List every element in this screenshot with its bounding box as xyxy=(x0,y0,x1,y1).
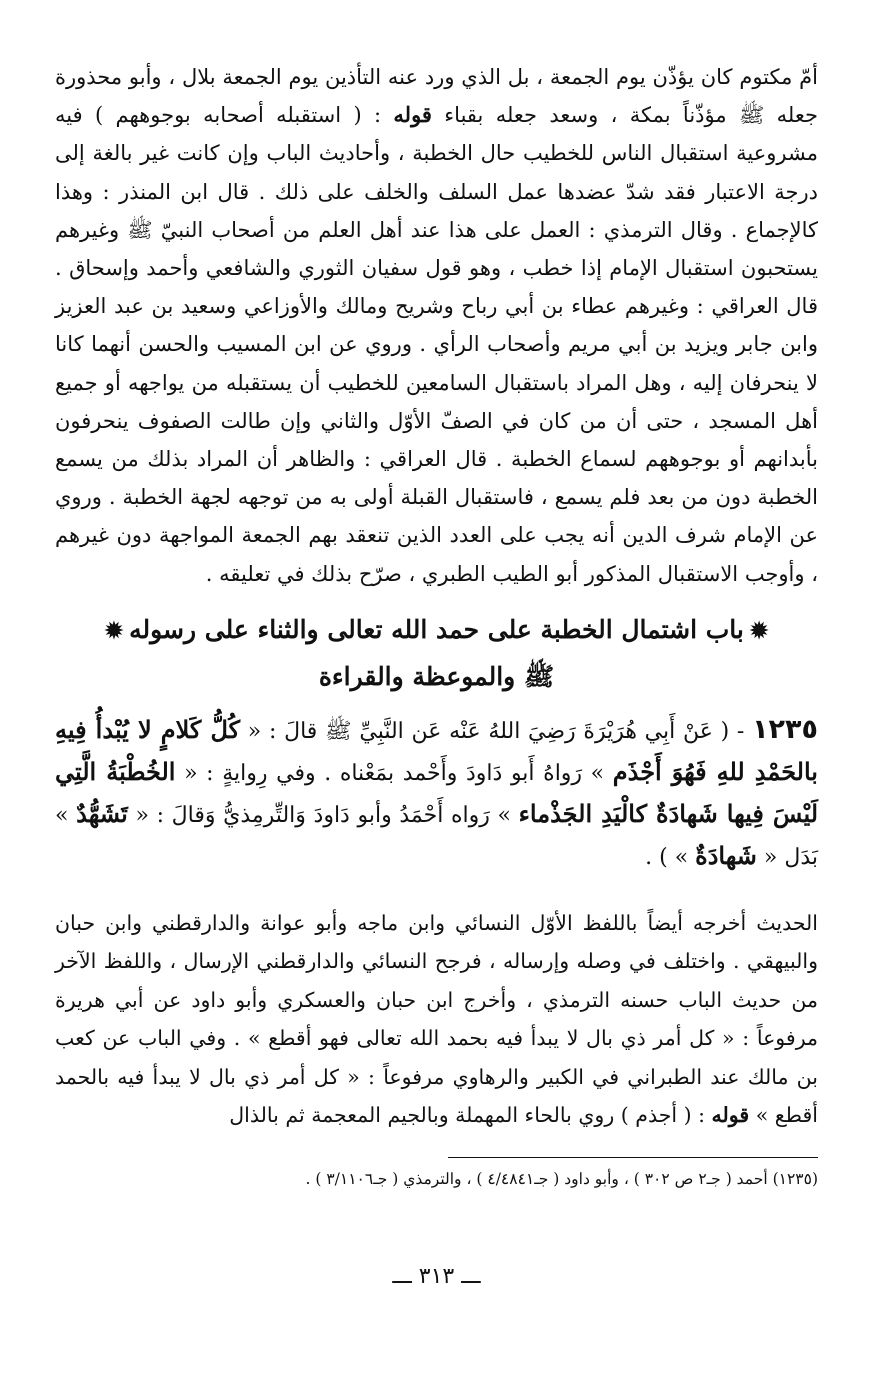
commentary-text-1: الحديث أخرجه أيضاً باللفظ الأوّل النسائي وابن ماجه وأبو عوانة والدارقطني وابن حبان والبيهقي . واختلف في وصله وإرساله ، فرجح النسائي والدارقطني الإرسال ، واللفظ الآخر من حديث الباب حسنه الترمذي ، وأخرج ابن حبان والعسكري وأبو داود عن أبي هريرة مرفوعاً : « كل أمر ذي بال لا يبدأ فيه بحمد الله تعالى فهو أقطع » . وفي الباب عن كعب بن مالك عند الطبراني في الكبير والرهاوي مرفوعاً : « كل أمر ذي بال لا يبدأ فيه بالحمد أقطع » xyxy=(55,910,818,1128)
footnote: (١٢٣٥) أحمد ( جـ٢ ص ٣٠٢ ) ، وأبو داود ( جـ٤/٤٨٤١ ) ، والترمذي ( جـ٣/١١٠٦ ) . xyxy=(305,1169,818,1188)
qawluhu-label: قوله xyxy=(393,102,432,128)
hadith-source-1: » رَواهُ أَبو دَاودَ وأَحْمد بمَعْناه . وفي رِوايةٍ : « xyxy=(175,760,613,786)
hadith-number: ١٢٣٥ xyxy=(752,713,818,745)
hadith-quote-1: كُلُّ كَلامٍ لا يُبْدأُ فِيهِ بالحَمْدِ للهِ فَهُوَ أَجْذَم xyxy=(55,714,818,786)
qawluhu-label: قوله xyxy=(711,1103,750,1128)
hadith-quote-4: شَهادَةٌ xyxy=(695,840,757,870)
top-paragraph xyxy=(55,58,818,593)
commentary-text-2: : ( أجذم ) روي بالحاء المهملة وبالجيم المعجمة ثم بالذال xyxy=(229,1103,712,1128)
chapter-heading-line-2: ﷺ والموعظة والقراءة xyxy=(318,661,555,691)
hadith-source-3: » بَدَل « xyxy=(55,802,818,870)
hadith-source-2: » رَواه أَحْمَدُ وأبو دَاودَ وَالتِّرمِذيُّ وَقالَ : « xyxy=(127,802,519,828)
top-paragraph-text-2: : ( استقبله أصحابه بوجوههم ) فيه مشروعية استقبال الناس للخطيب حال الخطبة ، وأحاديث الباب وإن كانت غير بالغة إلى درجة الاعتبار فقد شدّ عضدها عمل السلف والخلف على ذلك . قال ابن المنذر : وهذا كالإجماع . وقال الترمذي : العمل على هذا عند أهل العلم من أصحاب النبيّ ﷺ وغيرهم يستحبون استقبال الإمام إذا خطب ، وهو قول سفيان الثوري والشافعي وأحمد وإسحاق . قال العراقي : وغيرهم عطاء بن أبي رباح وشريح ومالك والأوزاعي وسعيد بن عبد العزيز وابن جابر ويزيد بن أبي مريم وأصحاب الرأي . وروي عن ابن المسيب والحسن أنهما كانا لا ينحرفان إليه ، وهل المراد باستقبال السامعين للخطيب أن يستقبله من يواجهه أو جميع أهل المسجد ، حتى أن من كان في الصفّ الأوّل والثاني وإن طالت الصفوف ينحرفون بأبدانهم أو بوجوههم لسماع الخطبة . قال العراقي : والظاهر أن المراد بذلك من يسمع الخطبة دون من بعد فلم يسمع ، فاستقبال القبلة أولى به من توجهه لجهة الخطبة . وروي عن الإمام شرف الدين أنه يجب على العدد الذين تنعقد بهم الجمعة المواجهة دون غيرهم ، وأوجب الاستقبال المذكور أبو الطيب الطبري ، صرّح بذلك في تعليقه . xyxy=(55,103,819,586)
chapter-heading-line-1 xyxy=(55,607,818,654)
commentary-paragraph xyxy=(55,904,818,1135)
star-ornament-icon: ✹ xyxy=(104,617,124,644)
top-paragraph-text-1: أمّ مكتوم كان يؤذّن يوم الجمعة ، بل الذي ورد عنه التأذين يوم الجمعة بلال ، وأبو محذورة جعله ﷺ مؤذّناً بمكة ، وسعد جعله بقباء xyxy=(55,65,818,128)
hadith-text xyxy=(55,710,818,878)
star-ornament-icon: ✹ xyxy=(749,617,769,644)
footnote-divider xyxy=(448,1157,818,1158)
hadith-chain: - ( عَنْ أَبِي هُرَيْرَةَ رَضِيَ اللهُ عَنْه عَن النَّبِيِّ ﷺ قالَ : « xyxy=(240,718,753,744)
hadith-end: » ) . xyxy=(645,844,696,870)
chapter-heading xyxy=(55,607,818,700)
chapter-title-text: باب اشتمال الخطبة على حمد الله تعالى والثناء على رسوله xyxy=(129,614,744,644)
page-number: ـــ ٣١٣ ـــ xyxy=(392,1264,481,1289)
hadith-quote-2: الخُطْبَةُ الَّتِي لَيْسَ فِيها شَهادَةٌ كالْيَدِ الجَذْماء xyxy=(55,756,819,828)
hadith-quote-3: تَشَهُّدٌ xyxy=(76,798,128,828)
